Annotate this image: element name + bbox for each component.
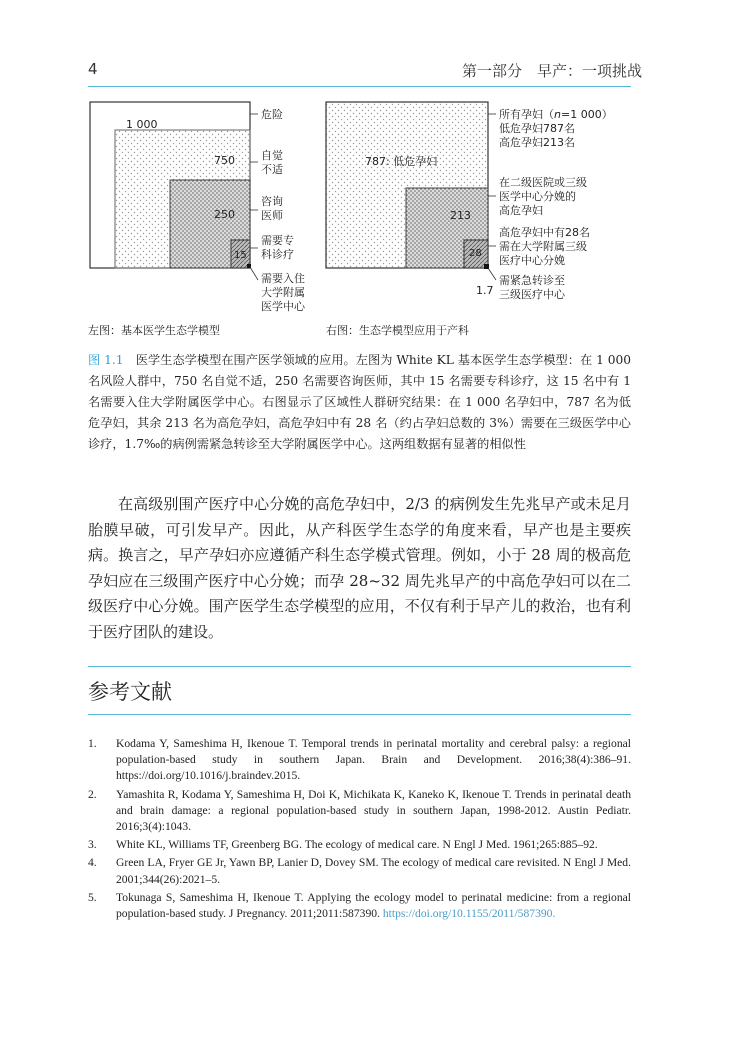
left-label-unwell-1: 自觉 (261, 149, 283, 162)
right-label-all-pregnant: 所有孕妇（n=1 000） (499, 108, 613, 121)
right-label-low-risk: 低危孕妇787名 (499, 122, 575, 135)
left-label-admit-1: 需要入住 (261, 272, 305, 285)
right-subcaption: 右图：生态学模型应用于产科 (326, 324, 469, 337)
header-rule (88, 86, 631, 87)
right-label-transfer-1: 需紧急转诊至 (499, 274, 565, 287)
body-paragraph: 在高级别围产医疗中心分娩的高危孕妇中，2/3 的病例发生先兆早产或未足月胎膜早破，可引发早产。因此，从产科医学生态学的角度来看，早产也是主要疾病。换言之，早产孕妇亦应遵循产科生态学模式管理。例如，小于 28 周的极高危孕妇应在三级围产医疗中心分娩；而孕 28~32 周先兆早产的中高危孕妇可以在二级医疗中心分娩。围产医学生态学模型的应用，不仅有利于早产儿的救治，也有利于医疗团队的建设。 (88, 495, 631, 641)
reference-item: 2. Yamashita R, Kodama Y, Sameshima H, Doi K, Michikata K, Kaneko K, Ikenoue T. Trends in perinatal death and brain damage: a regional population-based study in southern Japan, 1998-2012. Austin Pediatr. 2016;3(4):1043. (88, 787, 631, 834)
right-label-tertiary-2: 需在大学附属三级 (499, 240, 587, 253)
reference-item: 4. Green LA, Fryer GE Jr, Yawn BP, Lanier D, Dovey SM. The ecology of medical care revisited. N Engl J Med. 2001;344(26):2021–5. (88, 856, 631, 886)
left-number-1000: 1 000 (126, 118, 158, 131)
right-label-secondary-1: 在二级医院或三级 (499, 176, 587, 189)
right-label-tertiary-1: 高危孕妇中有28名 (499, 226, 590, 239)
left-label-consult-2: 医师 (261, 209, 283, 222)
left-subcaption: 左图：基本医学生态学模型 (88, 324, 220, 337)
left-label-risk: 危险 (261, 108, 283, 121)
left-number-250: 250 (214, 208, 235, 221)
left-label-admit-2: 大学附属 (261, 286, 305, 299)
right-number-213: 213 (450, 209, 471, 222)
right-label-secondary-3: 高危孕妇 (499, 204, 543, 217)
left-label-consult-1: 咨询 (261, 195, 283, 208)
reference-item: 3. White KL, Williams TF, Greenberg BG. The ecology of medical care. N Engl J Med. 1961;265:885–92. (88, 838, 598, 852)
figure-label: 图 1.1 (88, 353, 124, 367)
right-label-tertiary-3: 医疗中心分娩 (499, 254, 565, 267)
left-label-unwell-2: 不适 (261, 163, 283, 176)
right-number-787: 787: 低危孕妇 (365, 155, 438, 168)
left-ecology-diagram (90, 102, 258, 280)
page-number: 4 (88, 60, 98, 78)
running-head: 第一部分 早产：一项挑战 (461, 62, 642, 80)
right-number-28: 28 (469, 248, 482, 259)
references-title: 参考文献 (88, 680, 172, 704)
right-number-1-7: 1.7 (476, 284, 494, 297)
reference-doi-link[interactable]: https://doi.org/10.1155/2011/587390. (382, 907, 556, 921)
reference-item: 1. Kodama Y, Sameshima H, Ikenoue T. Temporal trends in perinatal mortality and cerebral palsy: a regional population-based study in southern Japan. Brain and Development. 2016;38(4):386–91. https://doi.org/10.1016/j.braindev.2015. (88, 737, 631, 783)
references-top-rule (88, 666, 631, 667)
left-label-admit-3: 医学中心 (261, 300, 305, 313)
left-label-specialist-2: 科诊疗 (261, 248, 294, 261)
reference-item: 5. Tokunaga S, Sameshima H, Ikenoue T. Applying the ecology model to perinatal medicine: from a regional population-based study. J Pregnancy. 2011;2011:587390. https://doi.org/10.1155/2011/587390. (88, 890, 631, 921)
right-label-transfer-2: 三级医疗中心 (499, 288, 565, 301)
figure-caption-text: 医学生态学模型在围产医学领域的应用。左图为 White KL 基本医学生态学模型：在 1 000 名风险人群中，750 名自觉不适，250 名需要咨询医师，其中 15 名需要专科诊疗，这 15 名中有 1 名需要入住大学附属医学中心。右图显示了区域性人群研究结果：在 1 000 名孕妇中，787 名为低危孕妇，其余 213 名为高危孕妇，高危孕妇中有 28 名（约占孕妇总数的 3%）需要在三级医学中心诊疗，1.7‰的病例需紧急转诊至大学附属医学中心。这两组数据有显著的相似性 (88, 353, 632, 451)
left-label-specialist-1: 需要专 (261, 234, 294, 247)
references-bottom-rule (88, 714, 631, 715)
right-label-secondary-2: 医学中心分娩的 (499, 190, 576, 203)
right-label-high-risk: 高危孕妇213名 (499, 136, 575, 149)
figure-caption (88, 350, 631, 455)
reference-list (88, 736, 631, 924)
left-number-750: 750 (214, 154, 235, 167)
left-number-15: 15 (234, 250, 247, 261)
